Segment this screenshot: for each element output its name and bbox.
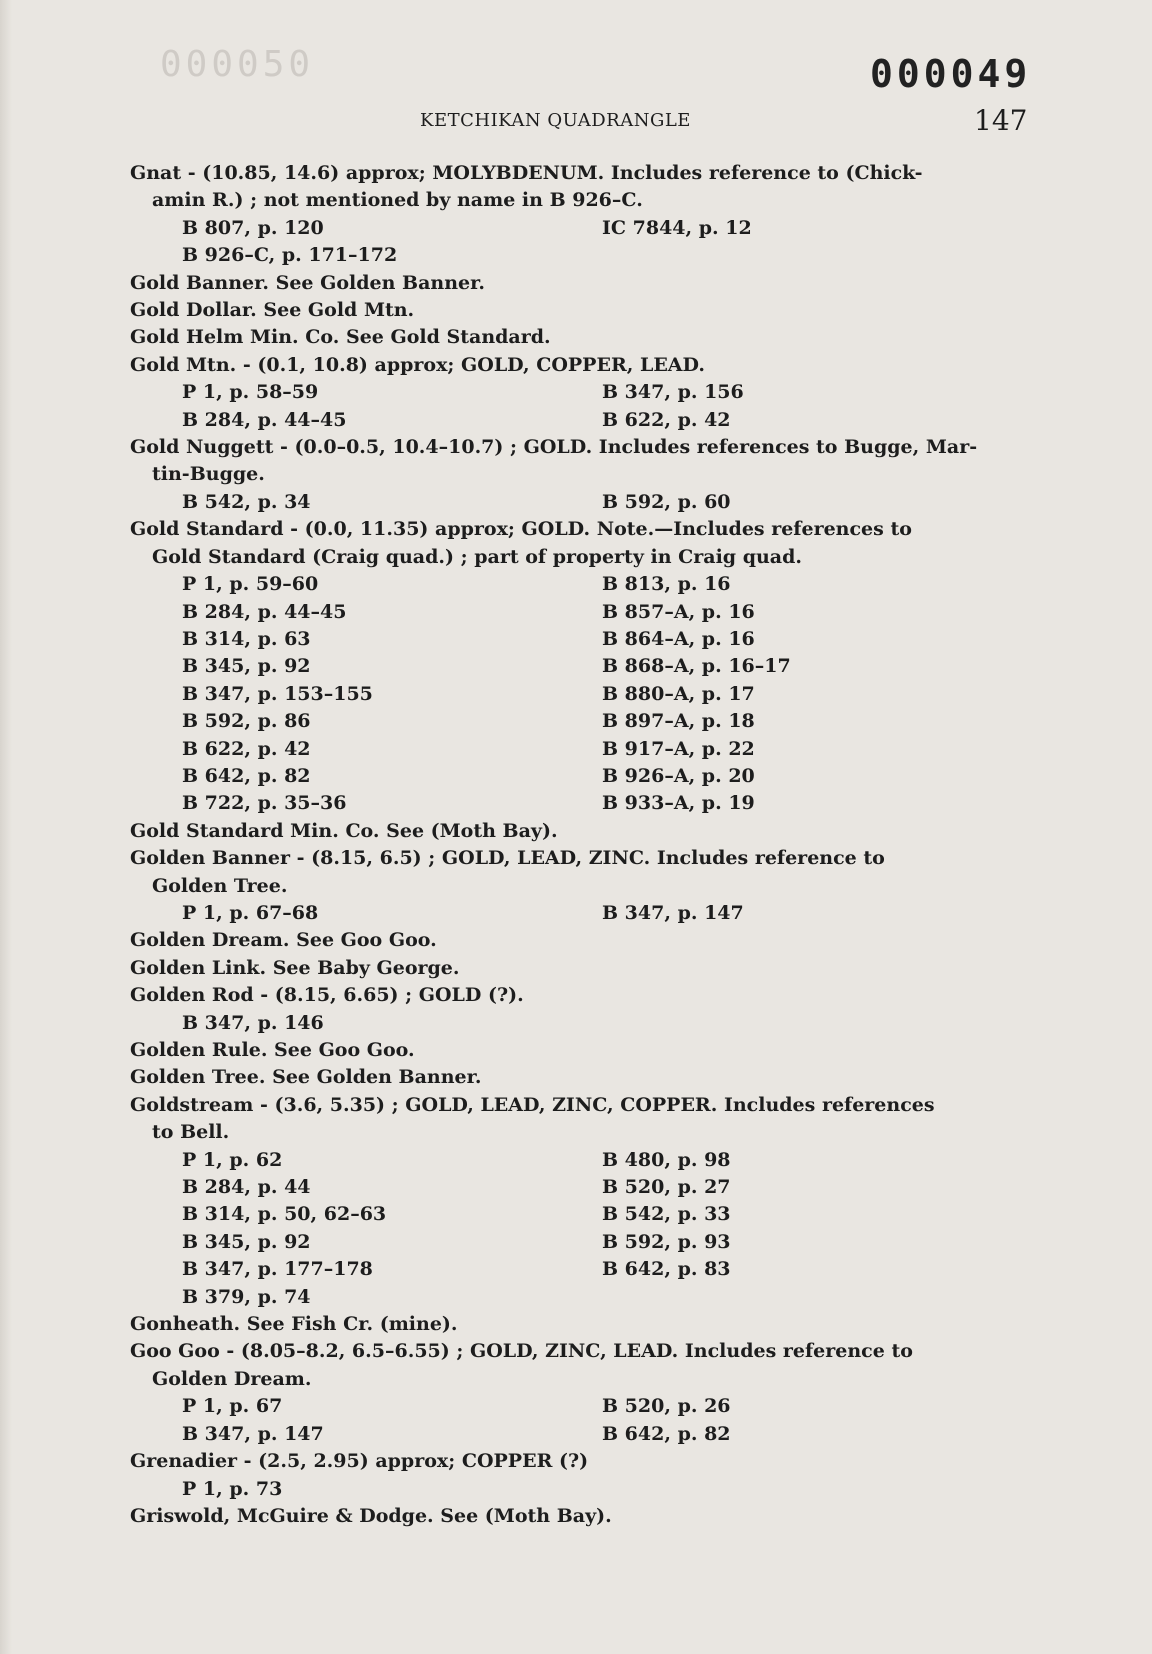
reference-citation: B 592, p. 86 bbox=[182, 710, 311, 733]
reference-citation: P 1, p. 67 bbox=[182, 1395, 283, 1418]
reference-list bbox=[130, 1476, 1030, 1503]
reference-citation: B 642, p. 82 bbox=[602, 1422, 731, 1445]
reference-citation: B 926–A, p. 20 bbox=[602, 764, 755, 787]
entry-heading: Gold Standard - (0.0, 11.35) approx; GOLD. Note.—Includes references to bbox=[130, 518, 912, 541]
entry-heading: Golden Link. See Baby George. bbox=[130, 956, 460, 979]
index-entry bbox=[130, 927, 1030, 954]
reference-citation: B 642, p. 83 bbox=[602, 1258, 731, 1281]
index-entry bbox=[130, 955, 1030, 982]
reference-citation: B 897–A, p. 18 bbox=[602, 710, 755, 733]
entry-heading: Gold Dollar. See Gold Mtn. bbox=[130, 299, 415, 322]
reference-citation: B 284, p. 44–45 bbox=[182, 408, 347, 431]
reference-citation: B 542, p. 34 bbox=[182, 490, 311, 513]
index-entry bbox=[130, 1064, 1030, 1091]
reference-citation: P 1, p. 62 bbox=[182, 1148, 283, 1171]
entry-heading-continuation: Golden Dream. bbox=[152, 1367, 312, 1390]
reference-citation: B 880–A, p. 17 bbox=[602, 682, 755, 705]
reference-list bbox=[130, 489, 1030, 516]
reference-citation: B 480, p. 98 bbox=[602, 1148, 731, 1171]
entry-heading: Goo Goo - (8.05–8.2, 6.5–6.55) ; GOLD, ZINC, LEAD. Includes reference to bbox=[130, 1340, 913, 1363]
reference-citation: B 926–C, p. 171–172 bbox=[182, 244, 398, 267]
reference-list bbox=[130, 215, 1030, 270]
document-stamp-number: 000049 bbox=[870, 52, 1032, 96]
reference-citation: P 1, p. 73 bbox=[182, 1477, 283, 1500]
entry-heading: Grenadier - (2.5, 2.95) approx; COPPER (?) bbox=[130, 1450, 589, 1473]
index-entry bbox=[130, 1311, 1030, 1338]
reference-citation: B 347, p. 147 bbox=[602, 901, 744, 924]
page-binding-shadow bbox=[0, 0, 12, 1654]
index-entry bbox=[130, 818, 1030, 845]
reference-citation: B 722, p. 35–36 bbox=[182, 792, 347, 815]
index-entry bbox=[130, 516, 1030, 817]
entry-heading: Gnat - (10.85, 14.6) approx; MOLYBDENUM. Includes reference to (Chick- bbox=[130, 162, 923, 184]
page-number: 147 bbox=[974, 104, 1028, 137]
entry-heading: Golden Rod - (8.15, 6.65) ; GOLD (?). bbox=[130, 984, 524, 1007]
reference-citation: B 347, p. 156 bbox=[602, 381, 744, 404]
index-entry bbox=[130, 1448, 1030, 1503]
reference-citation: B 592, p. 93 bbox=[602, 1230, 731, 1253]
reference-citation: B 345, p. 92 bbox=[182, 655, 311, 678]
entry-heading: Golden Tree. See Golden Banner. bbox=[130, 1066, 482, 1089]
index-entry bbox=[130, 845, 1030, 927]
reference-citation: B 642, p. 82 bbox=[182, 764, 311, 787]
entry-heading: Gold Nuggett - (0.0–0.5, 10.4–10.7) ; GOLD. Includes references to Bugge, Mar- bbox=[130, 436, 978, 459]
entry-heading: Golden Rule. See Goo Goo. bbox=[130, 1039, 415, 1061]
reference-citation: B 520, p. 27 bbox=[602, 1176, 731, 1199]
index-entry bbox=[130, 982, 1030, 1037]
reference-citation bbox=[602, 242, 1022, 269]
entry-heading: Gold Mtn. - (0.1, 10.8) approx; GOLD, COPPER, LEAD. bbox=[130, 353, 705, 376]
entry-heading-continuation: amin R.) ; not mentioned by name in B 926–C. bbox=[152, 189, 643, 212]
reference-citation: B 347, p. 177–178 bbox=[182, 1258, 373, 1281]
reference-citation: P 1, p. 67–68 bbox=[182, 901, 319, 924]
entry-heading: Gold Standard Min. Co. See (Moth Bay). bbox=[130, 819, 558, 842]
reference-citation: B 807, p. 120 bbox=[182, 216, 324, 239]
reference-citation: IC 7844, p. 12 bbox=[602, 216, 752, 239]
index-entry bbox=[130, 1503, 1030, 1530]
bleed-through-stamp: 000050 bbox=[160, 44, 315, 85]
reference-citation: B 857–A, p. 16 bbox=[602, 600, 755, 623]
reference-list bbox=[130, 900, 1030, 927]
reference-citation: B 933–A, p. 19 bbox=[602, 792, 755, 815]
reference-citation: B 917–A, p. 22 bbox=[602, 737, 755, 760]
reference-list bbox=[130, 1147, 1030, 1311]
index-entry bbox=[130, 270, 1030, 297]
entry-heading: Griswold, McGuire & Dodge. See (Moth Bay). bbox=[130, 1504, 612, 1527]
reference-citation: B 864–A, p. 16 bbox=[602, 627, 755, 650]
entry-heading-continuation: tin-Bugge. bbox=[152, 463, 265, 486]
reference-citation: P 1, p. 59–60 bbox=[182, 573, 319, 596]
entry-heading-continuation: Gold Standard (Craig quad.) ; part of property in Craig quad. bbox=[152, 545, 802, 568]
running-head: KETCHIKAN QUADRANGLE bbox=[420, 110, 691, 131]
reference-citation: B 345, p. 92 bbox=[182, 1230, 311, 1253]
reference-citation: B 314, p. 50, 62–63 bbox=[182, 1203, 387, 1226]
reference-citation: B 542, p. 33 bbox=[602, 1203, 731, 1226]
entry-heading: Gold Helm Min. Co. See Gold Standard. bbox=[130, 326, 551, 349]
reference-citation: B 868–A, p. 16–17 bbox=[602, 655, 791, 678]
reference-list bbox=[130, 379, 1030, 434]
index-entry bbox=[130, 1338, 1030, 1448]
reference-citation: B 520, p. 26 bbox=[602, 1395, 731, 1418]
entry-heading-continuation: to Bell. bbox=[152, 1121, 230, 1144]
reference-citation bbox=[602, 1010, 1022, 1037]
reference-citation bbox=[602, 1284, 1022, 1311]
reference-citation: B 347, p. 147 bbox=[182, 1422, 324, 1445]
entry-heading: Golden Banner - (8.15, 6.5) ; GOLD, LEAD, ZINC. Includes reference to bbox=[130, 847, 885, 870]
reference-citation bbox=[602, 1476, 1022, 1503]
reference-list bbox=[130, 571, 1030, 818]
reference-citation: B 314, p. 63 bbox=[182, 627, 311, 650]
entry-heading: Gold Banner. See Golden Banner. bbox=[130, 271, 485, 294]
reference-citation: B 284, p. 44 bbox=[182, 1176, 311, 1199]
index-entry bbox=[130, 1092, 1030, 1311]
entry-heading: Goldstream - (3.6, 5.35) ; GOLD, LEAD, ZINC, COPPER. Includes references bbox=[130, 1093, 935, 1116]
index-entry bbox=[130, 324, 1030, 351]
index-entry bbox=[130, 297, 1030, 324]
reference-list bbox=[130, 1010, 1030, 1037]
reference-citation: B 813, p. 16 bbox=[602, 573, 731, 596]
reference-citation: B 622, p. 42 bbox=[602, 408, 731, 431]
reference-citation: B 592, p. 60 bbox=[602, 490, 731, 513]
reference-citation: P 1, p. 58–59 bbox=[182, 381, 319, 404]
reference-citation: B 347, p. 146 bbox=[182, 1011, 324, 1034]
reference-list bbox=[130, 1393, 1030, 1448]
entry-heading: Golden Dream. See Goo Goo. bbox=[130, 929, 437, 952]
reference-citation: B 379, p. 74 bbox=[182, 1285, 311, 1308]
entry-heading: Gonheath. See Fish Cr. (mine). bbox=[130, 1313, 458, 1336]
reference-citation: B 284, p. 44–45 bbox=[182, 600, 347, 623]
index-entry bbox=[130, 434, 1030, 516]
index-entries bbox=[130, 160, 1030, 1530]
reference-citation: B 622, p. 42 bbox=[182, 737, 311, 760]
index-entry bbox=[130, 160, 1030, 270]
reference-citation: B 347, p. 153–155 bbox=[182, 682, 373, 705]
index-entry bbox=[130, 1037, 1030, 1064]
entry-heading-continuation: Golden Tree. bbox=[152, 874, 288, 897]
index-entry bbox=[130, 352, 1030, 434]
